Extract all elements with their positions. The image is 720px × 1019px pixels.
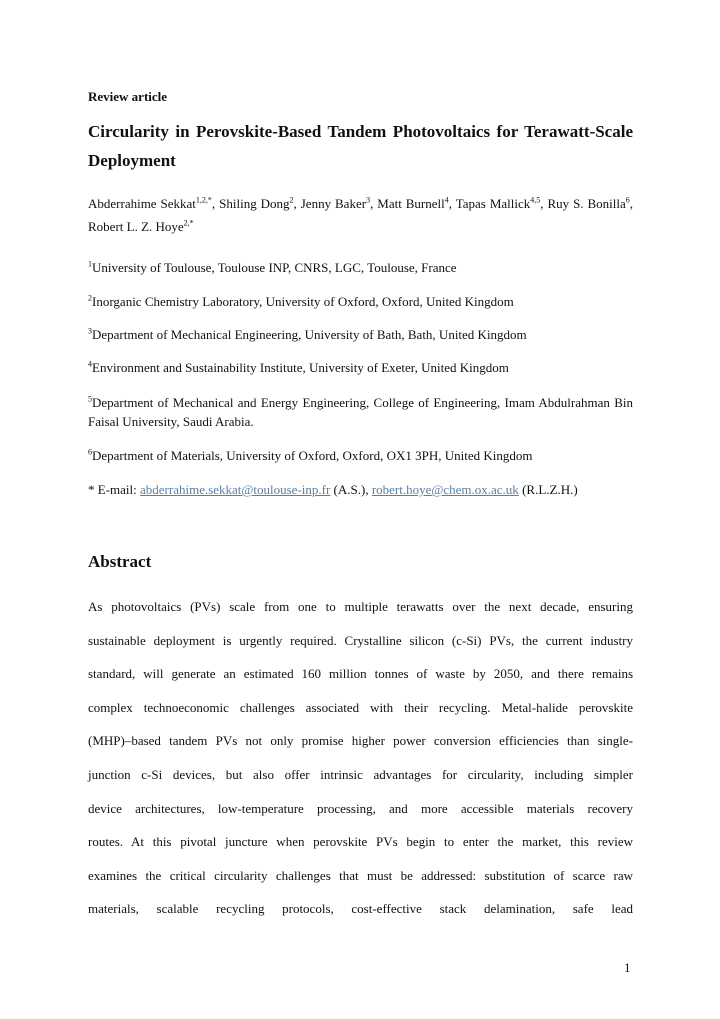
article-type-label: Review article	[88, 89, 168, 104]
abstract-line: device architectures, low-temperature processing, and more accessible materials recovery	[88, 800, 633, 816]
author: Shiling Dong$^2$,	[219, 195, 301, 211]
abstract-line: junction c-Si devices, but also offer intrinsic advantages for circularity, including simpler	[88, 766, 633, 782]
abstract-line: examines the critical circularity challenges that must be addressed: substitution of scarce raw	[88, 867, 633, 883]
affiliation: $^1$University of Toulouse, Toulouse INP, CNRS, LGC, Toulouse, France	[88, 259, 457, 275]
abstract-body	[88, 590, 633, 926]
abstract-line: standard, will generate an estimated 160 million tonnes of waste by 2050, and there remains	[88, 666, 633, 682]
author: Tapas Mallick$^{4,5}$,	[455, 195, 548, 211]
abstract-line: routes. At this pivotal juncture when perovskite PVs begin to enter the market, this review	[88, 834, 633, 850]
abstract-heading: Abstract	[88, 552, 152, 571]
affiliation: $^3$Department of Mechanical Engineering, University of Bath, Bath, United Kingdom	[88, 326, 527, 342]
affiliation: $^2$Inorganic Chemistry Laboratory, University of Oxford, Oxford, United Kingdom	[88, 293, 514, 309]
affiliation: $^4$Environment and Sustainability Institute, University of Exeter, United Kingdom	[88, 359, 509, 375]
page-number: 1	[624, 960, 631, 975]
abstract-line: (MHP)–based tandem PVs not only promise higher power conversion efficiencies than single-	[88, 733, 633, 749]
author: Matt Burnell$^4$,	[377, 195, 456, 211]
abstract-line: materials, scalable recycling protocols, cost-effective stack delamination, safe lead	[88, 901, 633, 917]
author: Robert L. Z. Hoye$^{2,*}$	[88, 218, 194, 234]
email-link-hoye[interactable]: robert.hoye@chem.ox.ac.uk	[371, 482, 519, 497]
author: Abderrahime Sekkat$^{1,2,*}$,	[88, 195, 220, 211]
email-link-sekkat[interactable]: abderrahime.sekkat@toulouse-inp.fr	[140, 482, 331, 497]
abstract-line: sustainable deployment is urgently required. Crystalline silicon (c-Si) PVs, the current industry	[88, 632, 633, 648]
paper-title: Circularity in Perovskite-Based Tandem Photovoltaics for Terawatt-Scale Deployment	[88, 122, 633, 170]
author: Jenny Baker$^3$,	[300, 195, 378, 211]
abstract-line: complex technoeconomic challenges associated with their recycling. Metal-halide perovskite	[88, 699, 633, 715]
author-list	[88, 192, 633, 238]
affiliation: $^6$Department of Materials, University of Oxford, Oxford, OX1 3PH, United Kingdom	[88, 447, 533, 463]
abstract-line: As photovoltaics (PVs) scale from one to multiple terawatts over the next decade, ensuring	[88, 599, 633, 614]
author: Ruy S. Bonilla$^6$,	[547, 195, 634, 211]
corresponding-email: * E-mail: abderrahime.sekkat@toulouse-inp.fr (A.S.), robert.hoye@chem.ox.ac.uk (R.L.Z.H.)	[88, 482, 578, 497]
affiliation: $^5$Department of Mechanical and Energy Engineering, College of Engineering, Imam Abdulrahman Bin Faisal University, Saudi Arabia.	[88, 394, 633, 429]
